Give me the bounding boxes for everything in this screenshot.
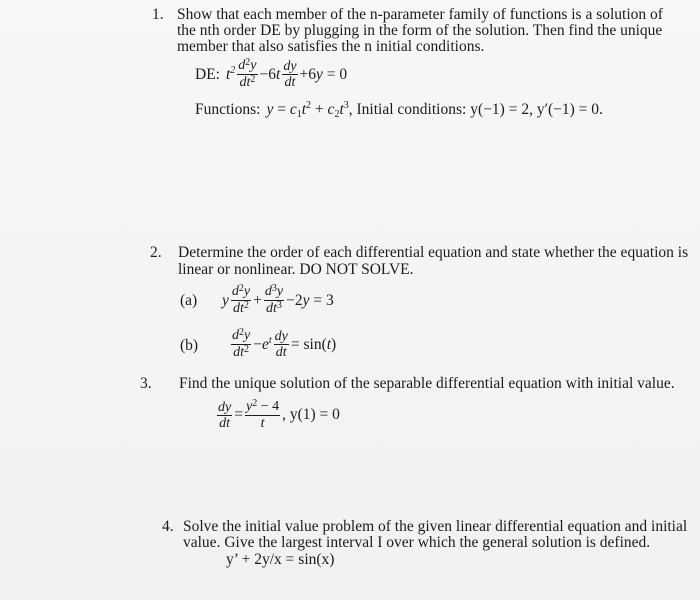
problem-4-number: 4.	[162, 518, 174, 535]
part-a-label: (a)	[180, 292, 198, 309]
functions-label: Functions:	[195, 101, 261, 118]
problem-3-line-1: Find the unique solution of the separable differential equation with initial value.	[179, 375, 675, 392]
problem-3-number: 3.	[140, 375, 152, 392]
problem-1-number: 1.	[152, 6, 164, 23]
problem-1-line-3: member that also satisfies the n initial conditions.	[177, 38, 485, 55]
problem-2-line-1: Determine the order of each differential equation and state whether the equation is	[178, 244, 689, 261]
problem-1-line-2: the nth order DE by plugging in the form of the solution. Then find the unique	[177, 22, 663, 39]
de-label: DE:	[195, 65, 220, 83]
part-b-equation: $\frac{d^2y}{dt^2}$ $-e^t$ $\frac{dy}{dt}$ = sin(t)	[232, 327, 337, 360]
problem-1-functions: Functions: $y = c1t^2 + c2t^3$ , Initial conditions: y(−1) = 2, y′(−1) = 0.	[195, 100, 603, 120]
initial-conditions-label: , Initial conditions:	[348, 101, 467, 118]
problem-4-line-2: value. Give the largest interval I over which the general solution is defined.	[183, 534, 651, 551]
problem-3-equation: $\frac{dy}{dt}$ = $\frac{y^2 - 4}{t}$ , y(1) = 0	[218, 398, 340, 431]
problem-1-de-equation: DE: $t^2$ $\frac{d^2y}{dt^2}$ −6t $\frac{dy}{dt}$ +6y = 0	[195, 57, 348, 90]
part-a-equation: y $\frac{d^2y}{dt^2}$ + $\frac{d^3y}{dt^3}$ −2y = 3	[222, 283, 334, 316]
problem-4-line-1: Solve the initial value problem of the given linear differential equation and initial	[183, 518, 688, 535]
problem-2-number: 2.	[150, 244, 162, 261]
problem-3-initial-value: , y(1) = 0	[282, 406, 340, 423]
problem-2-line-2: linear or nonlinear. DO NOT SOLVE.	[178, 261, 414, 278]
part-b-label: (b)	[180, 337, 199, 354]
problem-1-line-1: Show that each member of the n-parameter family of functions is a solution of	[177, 6, 663, 23]
initial-conditions: y(−1) = 2, y′(−1) = 0.	[470, 101, 603, 118]
problem-4-equation: y’ + 2y/x = sin(x)	[226, 551, 335, 568]
